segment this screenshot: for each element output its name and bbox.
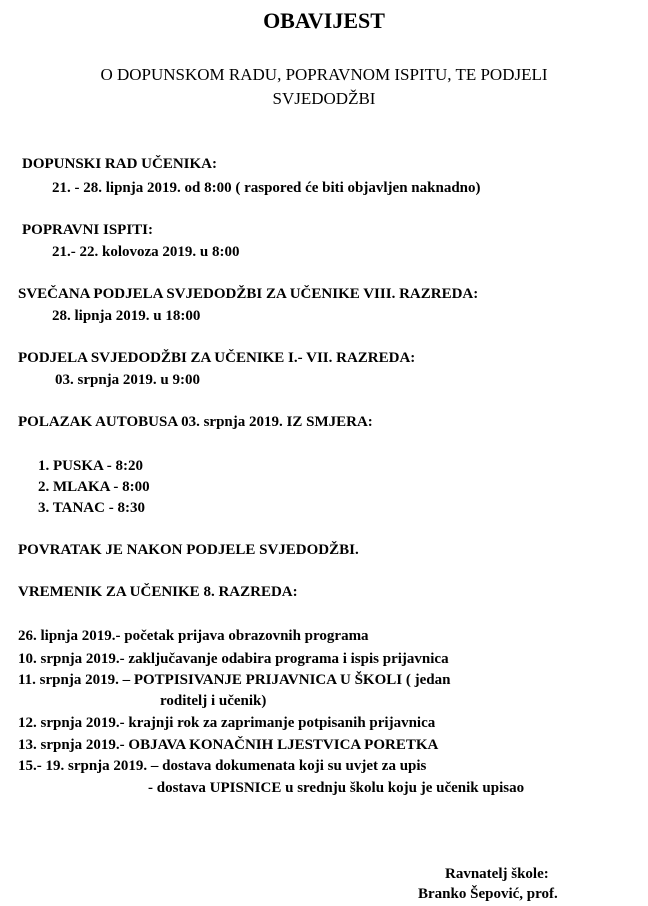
subtitle-line-1: O DOPUNSKOM RADU, POPRAVNOM ISPITU, TE PODJELI xyxy=(100,65,548,84)
dopunski-detail: 21. - 28. lipnja 2019. od 8:00 ( raspored će biti objavljen naknadno) xyxy=(52,180,481,196)
vremenik-heading: VREMENIK ZA UČENIKE 8. RAZREDA: xyxy=(18,584,298,600)
podjela-detail: 03. srpnja 2019. u 9:00 xyxy=(55,372,201,388)
vremenik-item: 15.- 19. srpnja 2019. – dostava dokumenata koji su uvjet za upis xyxy=(18,758,427,774)
dopunski-heading: DOPUNSKI RAD UČENIKA: xyxy=(22,156,218,172)
signature-role: Ravnatelj škole: xyxy=(445,866,549,882)
vremenik-item-continuation: - dostava UPISNICE u srednju školu koju je učenik upisao xyxy=(148,780,525,796)
subtitle-line-2: SVJEDODŽBI xyxy=(272,89,376,108)
vremenik-item: 10. srpnja 2019.- zaključavanje odabira programa i ispis prijavnica xyxy=(18,651,449,667)
vremenik-item-continuation: roditelj i učenik) xyxy=(160,693,267,709)
vremenik-item: 26. lipnja 2019.- početak prijava obrazovnih programa xyxy=(18,628,369,644)
podjela-heading: PODJELA SVJEDODŽBI ZA UČENIKE I.- VII. RAZREDA: xyxy=(18,350,416,366)
popravni-heading: POPRAVNI ISPITI: xyxy=(22,222,153,238)
page-title: OBAVIJEST xyxy=(263,8,385,33)
vremenik-item: 13. srpnja 2019.- OBJAVA KONAČNIH LJESTVICA PORETKA xyxy=(18,737,439,753)
autobus-item: 2. MLAKA - 8:00 xyxy=(38,479,150,495)
popravni-detail: 21.- 22. kolovoza 2019. u 8:00 xyxy=(52,244,240,260)
autobus-heading: POLAZAK AUTOBUSA 03. srpnja 2019. IZ SMJERA: xyxy=(18,414,373,430)
svecana-heading: SVEČANA PODJELA SVJEDODŽBI ZA UČENIKE VIII. RAZREDA: xyxy=(18,286,479,302)
svecana-detail: 28. lipnja 2019. u 18:00 xyxy=(52,308,201,324)
vremenik-item: 11. srpnja 2019. – POTPISIVANJE PRIJAVNICA U ŠKOLI ( jedan xyxy=(18,672,451,688)
signature-name: Branko Šepović, prof. xyxy=(418,886,558,902)
autobus-item: 1. PUSKA - 8:20 xyxy=(38,458,143,474)
vremenik-item: 12. srpnja 2019.- krajnji rok za zaprimanje potpisanih prijavnica xyxy=(18,715,436,731)
povratak-text: POVRATAK JE NAKON PODJELE SVJEDODŽBI. xyxy=(18,542,359,558)
autobus-item: 3. TANAC - 8:30 xyxy=(38,500,145,516)
